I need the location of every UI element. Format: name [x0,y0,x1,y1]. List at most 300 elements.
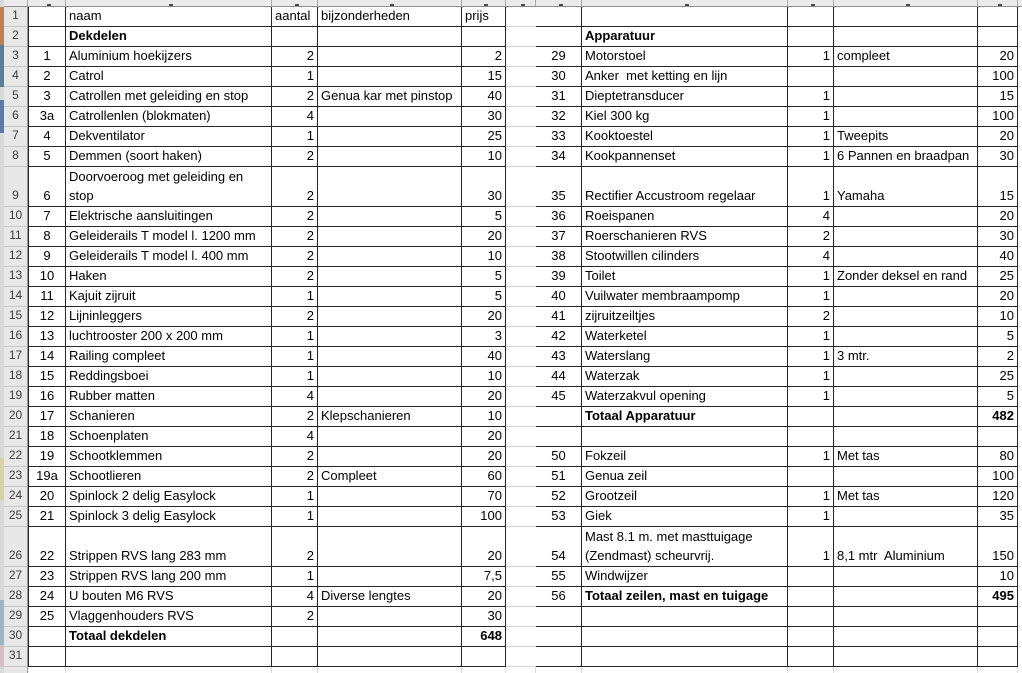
cell-naam[interactable]: Waterzak [582,367,788,387]
cell-aantal[interactable]: 2 [272,147,318,167]
cell-item-no[interactable]: 4 [28,127,66,147]
cell-prijs[interactable] [978,27,1018,47]
row-number[interactable]: 26 [4,527,28,567]
cell-naam[interactable]: Totaal zeilen, mast en tuigage [582,587,788,607]
cell-aantal[interactable]: 2 [272,227,318,247]
cell-naam[interactable]: naam [66,7,272,27]
cell-prijs[interactable]: 495 [978,587,1018,607]
cell-item-no[interactable]: 36 [536,207,582,227]
cell-item-no[interactable]: 22 [28,527,66,567]
cell-aantal[interactable]: 2 [272,307,318,327]
cell-bijzonderheden[interactable] [834,467,978,487]
gap-cell[interactable] [506,507,536,527]
cell-item-no[interactable]: 8 [28,227,66,247]
cell-prijs[interactable]: 10 [462,367,506,387]
cell-naam[interactable]: Kookpannenset [582,147,788,167]
cell-naam[interactable]: Anker met ketting en lijn [582,67,788,87]
cell-aantal[interactable]: 1 [272,507,318,527]
gap-cell[interactable] [506,167,536,207]
cell-bijzonderheden[interactable] [834,27,978,47]
cell-aantal[interactable]: 2 [272,247,318,267]
cell-bijzonderheden[interactable] [318,347,462,367]
cell-item-no[interactable]: 38 [536,247,582,267]
cell-naam[interactable]: Roeispanen [582,207,788,227]
row-number[interactable]: 9 [4,167,28,207]
cell-naam[interactable]: Dekdelen [66,27,272,47]
cell-item-no[interactable]: 33 [536,127,582,147]
cell-naam[interactable]: Kooktoestel [582,127,788,147]
cell-item-no[interactable]: 32 [536,107,582,127]
gap-cell[interactable] [506,267,536,287]
cell-item-no[interactable]: 56 [536,587,582,607]
gap-cell[interactable] [506,367,536,387]
cell-prijs[interactable]: 482 [978,407,1018,427]
cell-aantal[interactable]: 1 [788,47,834,67]
cell-bijzonderheden[interactable] [318,247,462,267]
cell-aantal[interactable]: 2 [272,207,318,227]
gap-cell[interactable] [506,607,536,627]
cell-item-no[interactable]: 40 [536,287,582,307]
gap-cell[interactable] [506,327,536,347]
cell-naam[interactable]: Grootzeil [582,487,788,507]
cell-aantal[interactable]: 1 [788,167,834,207]
cell-item-no[interactable]: 14 [28,347,66,367]
cell-naam[interactable]: Schanieren [66,407,272,427]
row-number[interactable]: 18 [4,367,28,387]
cell-item-no[interactable] [536,607,582,627]
row-number[interactable]: 10 [4,207,28,227]
cell-item-no[interactable]: 15 [28,367,66,387]
cell-naam[interactable]: Spinlock 3 delig Easylock [66,507,272,527]
cell-item-no[interactable] [28,27,66,47]
cell-aantal[interactable]: 1 [272,327,318,347]
cell-aantal[interactable]: 1 [788,147,834,167]
cell-bijzonderheden[interactable] [318,47,462,67]
cell-item-no[interactable] [28,627,66,647]
cell-bijzonderheden[interactable] [318,447,462,467]
cell-item-no[interactable] [28,647,66,667]
cell-naam[interactable]: Geleiderails T model l. 400 mm [66,247,272,267]
cell-naam[interactable] [582,627,788,647]
cell-aantal[interactable]: 1 [788,347,834,367]
cell-bijzonderheden[interactable] [834,567,978,587]
cell-item-no[interactable]: 1 [28,47,66,67]
cell-bijzonderheden[interactable] [318,507,462,527]
cell-bijzonderheden[interactable]: Yamaha [834,167,978,207]
cell-prijs[interactable]: 20 [462,527,506,567]
cell-bijzonderheden[interactable] [834,107,978,127]
cell-aantal[interactable]: 1 [272,347,318,367]
cell-aantal[interactable]: 1 [272,67,318,87]
cell-prijs[interactable]: 30 [462,607,506,627]
cell-item-no[interactable]: 3 [28,87,66,107]
cell-aantal[interactable]: 2 [788,307,834,327]
cell-bijzonderheden[interactable] [834,627,978,647]
cell-naam[interactable]: Lijninleggers [66,307,272,327]
cell-prijs[interactable]: 2 [462,47,506,67]
cell-item-no[interactable]: 43 [536,347,582,367]
gap-cell[interactable] [506,47,536,67]
cell-bijzonderheden[interactable] [834,287,978,307]
row-number[interactable]: 21 [4,427,28,447]
row-number[interactable]: 6 [4,107,28,127]
cell-naam[interactable]: Toilet [582,267,788,287]
cell-aantal[interactable] [272,647,318,667]
row-number[interactable]: 28 [4,587,28,607]
cell-aantal[interactable]: 2 [272,87,318,107]
cell-prijs[interactable]: 5 [462,267,506,287]
cell-prijs[interactable]: 30 [462,167,506,207]
cell-naam[interactable]: Motorstoel [582,47,788,67]
cell-prijs[interactable]: 30 [462,107,506,127]
cell-item-no[interactable]: 21 [28,507,66,527]
cell-prijs[interactable]: 100 [978,107,1018,127]
gap-cell[interactable] [506,527,536,567]
cell-bijzonderheden[interactable] [318,267,462,287]
cell-prijs[interactable]: 20 [462,587,506,607]
cell-naam[interactable]: Roerschanieren RVS [582,227,788,247]
cell-item-no[interactable]: 39 [536,267,582,287]
cell-naam[interactable]: Apparatuur [582,27,788,47]
cell-aantal[interactable]: 1 [788,287,834,307]
cell-item-no[interactable]: 18 [28,427,66,447]
cell-item-no[interactable]: 31 [536,87,582,107]
cell-bijzonderheden[interactable] [834,387,978,407]
row-number[interactable]: 30 [4,627,28,647]
cell-prijs[interactable] [462,27,506,47]
cell-bijzonderheden[interactable] [834,507,978,527]
gap-cell[interactable] [506,27,536,47]
cell-aantal[interactable]: 2 [788,227,834,247]
cell-item-no[interactable]: 10 [28,267,66,287]
row-number[interactable]: 15 [4,307,28,327]
cell-prijs[interactable] [462,647,506,667]
cell-prijs[interactable] [978,427,1018,447]
cell-item-no[interactable]: 52 [536,487,582,507]
cell-naam[interactable] [582,427,788,447]
gap-cell[interactable] [506,487,536,507]
cell-naam[interactable]: Catrol [66,67,272,87]
cell-bijzonderheden[interactable] [318,27,462,47]
cell-aantal[interactable] [788,7,834,27]
cell-item-no[interactable]: 5 [28,147,66,167]
cell-naam[interactable]: zijruitzeiltjes [582,307,788,327]
gap-cell[interactable] [506,447,536,467]
cell-item-no[interactable]: 29 [536,47,582,67]
cell-bijzonderheden[interactable] [318,307,462,327]
cell-prijs[interactable]: 10 [462,247,506,267]
row-number[interactable]: 20 [4,407,28,427]
cell-prijs[interactable]: 20 [462,307,506,327]
cell-naam[interactable]: Stootwillen cilinders [582,247,788,267]
row-number[interactable]: 8 [4,147,28,167]
row-number[interactable]: 19 [4,387,28,407]
cell-naam[interactable]: Vuilwater membraampomp [582,287,788,307]
cell-aantal[interactable] [788,467,834,487]
cell-naam[interactable]: Genua zeil [582,467,788,487]
cell-prijs[interactable]: 25 [978,367,1018,387]
cell-item-no[interactable]: 54 [536,527,582,567]
cell-item-no[interactable] [536,7,582,27]
cell-bijzonderheden[interactable] [318,567,462,587]
cell-bijzonderheden[interactable] [834,87,978,107]
cell-item-no[interactable]: 42 [536,327,582,347]
gap-cell[interactable] [506,67,536,87]
cell-aantal[interactable]: 1 [788,87,834,107]
cell-prijs[interactable]: 20 [978,207,1018,227]
cell-naam[interactable] [582,7,788,27]
row-number[interactable]: 25 [4,507,28,527]
cell-bijzonderheden[interactable] [318,647,462,667]
cell-item-no[interactable]: 16 [28,387,66,407]
cell-bijzonderheden[interactable] [318,67,462,87]
cell-bijzonderheden[interactable] [834,227,978,247]
cell-prijs[interactable]: 5 [462,207,506,227]
cell-prijs[interactable]: 10 [462,407,506,427]
cell-naam[interactable]: Spinlock 2 delig Easylock [66,487,272,507]
cell-item-no[interactable]: 50 [536,447,582,467]
cell-item-no[interactable]: 51 [536,467,582,487]
cell-bijzonderheden[interactable] [318,227,462,247]
cell-prijs[interactable]: 30 [978,227,1018,247]
row-number[interactable]: 17 [4,347,28,367]
cell-prijs[interactable]: 2 [978,347,1018,367]
cell-prijs[interactable]: 60 [462,467,506,487]
cell-aantal[interactable] [788,627,834,647]
cell-prijs[interactable]: 15 [978,87,1018,107]
cell-aantal[interactable]: 4 [272,387,318,407]
cell-aantal[interactable]: 1 [788,107,834,127]
cell-bijzonderheden[interactable]: Diverse lengtes [318,587,462,607]
cell-aantal[interactable] [788,427,834,447]
cell-bijzonderheden[interactable] [834,607,978,627]
cell-bijzonderheden[interactable] [834,247,978,267]
cell-naam[interactable]: luchtrooster 200 x 200 mm [66,327,272,347]
gap-cell[interactable] [506,467,536,487]
row-number[interactable]: 22 [4,447,28,467]
cell-item-no[interactable] [536,627,582,647]
cell-aantal[interactable]: 1 [788,447,834,467]
gap-cell[interactable] [506,407,536,427]
cell-aantal[interactable]: 1 [788,327,834,347]
cell-aantal[interactable] [788,607,834,627]
cell-naam[interactable] [582,607,788,627]
cell-aantal[interactable]: 1 [788,507,834,527]
cell-prijs[interactable]: 20 [978,127,1018,147]
cell-naam[interactable]: Railing compleet [66,347,272,367]
gap-cell[interactable] [506,87,536,107]
gap-cell[interactable] [506,587,536,607]
cell-aantal[interactable] [272,627,318,647]
gap-cell[interactable] [506,247,536,267]
cell-aantal[interactable]: 1 [272,367,318,387]
cell-naam[interactable]: Reddingsboei [66,367,272,387]
cell-item-no[interactable] [536,407,582,427]
cell-naam[interactable] [66,647,272,667]
cell-item-no[interactable]: 20 [28,487,66,507]
cell-naam[interactable]: Kiel 300 kg [582,107,788,127]
cell-item-no[interactable]: 6 [28,167,66,207]
cell-aantal[interactable]: 2 [272,267,318,287]
cell-aantal[interactable]: 4 [788,247,834,267]
cell-item-no[interactable]: 3a [28,107,66,127]
cell-prijs[interactable]: 5 [978,327,1018,347]
cell-aantal[interactable]: 1 [788,387,834,407]
cell-naam[interactable]: Schootklemmen [66,447,272,467]
cell-aantal[interactable]: 2 [272,407,318,427]
cell-aantal[interactable]: 4 [272,107,318,127]
row-number[interactable]: 11 [4,227,28,247]
row-number[interactable]: 1 [4,7,28,27]
gap-cell[interactable] [506,207,536,227]
cell-aantal[interactable]: 1 [272,127,318,147]
cell-bijzonderheden[interactable] [834,307,978,327]
cell-aantal[interactable]: 4 [788,207,834,227]
cell-naam[interactable]: Giek [582,507,788,527]
cell-item-no[interactable] [536,427,582,447]
cell-bijzonderheden[interactable] [834,7,978,27]
cell-prijs[interactable]: 30 [978,147,1018,167]
row-number[interactable]: 24 [4,487,28,507]
cell-naam[interactable]: Totaal dekdelen [66,627,272,647]
cell-aantal[interactable]: 4 [272,587,318,607]
row-number[interactable]: 3 [4,47,28,67]
cell-item-no[interactable]: 23 [28,567,66,587]
cell-aantal[interactable]: 1 [788,267,834,287]
gap-cell[interactable] [506,127,536,147]
cell-bijzonderheden[interactable] [834,207,978,227]
cell-bijzonderheden[interactable] [318,487,462,507]
cell-bijzonderheden[interactable] [318,427,462,447]
cell-prijs[interactable] [978,607,1018,627]
cell-aantal[interactable]: 2 [272,47,318,67]
cell-bijzonderheden[interactable] [318,627,462,647]
cell-item-no[interactable]: 12 [28,307,66,327]
cell-prijs[interactable]: 150 [978,527,1018,567]
cell-naam[interactable]: Haken [66,267,272,287]
row-number[interactable]: 5 [4,87,28,107]
cell-bijzonderheden[interactable]: Zonder deksel en rand [834,267,978,287]
cell-bijzonderheden[interactable] [834,587,978,607]
cell-bijzonderheden[interactable]: Met tas [834,447,978,467]
cell-prijs[interactable]: 10 [462,147,506,167]
cell-item-no[interactable]: 7 [28,207,66,227]
cell-aantal[interactable]: 4 [272,427,318,447]
gap-cell[interactable] [506,147,536,167]
cell-aantal[interactable]: 2 [272,447,318,467]
row-number[interactable]: 7 [4,127,28,147]
cell-prijs[interactable]: 15 [462,67,506,87]
cell-aantal[interactable] [788,587,834,607]
row-number[interactable]: 27 [4,567,28,587]
row-number[interactable]: 12 [4,247,28,267]
cell-aantal[interactable]: 1 [272,287,318,307]
cell-aantal[interactable]: 1 [788,487,834,507]
row-number[interactable]: 29 [4,607,28,627]
cell-bijzonderheden[interactable] [834,327,978,347]
row-number[interactable]: 31 [4,647,28,667]
cell-prijs[interactable]: 40 [462,87,506,107]
cell-prijs[interactable]: 40 [462,347,506,367]
cell-prijs[interactable] [978,7,1018,27]
cell-bijzonderheden[interactable] [318,367,462,387]
cell-naam[interactable]: Totaal Apparatuur [582,407,788,427]
cell-item-no[interactable]: 19a [28,467,66,487]
cell-bijzonderheden[interactable] [318,207,462,227]
cell-item-no[interactable] [536,647,582,667]
cell-bijzonderheden[interactable]: compleet [834,47,978,67]
cell-item-no[interactable]: 25 [28,607,66,627]
cell-naam[interactable]: Demmen (soort haken) [66,147,272,167]
cell-bijzonderheden[interactable]: 8,1 mtr Aluminium [834,527,978,567]
cell-aantal[interactable] [788,67,834,87]
cell-bijzonderheden[interactable] [318,387,462,407]
column-header-stub[interactable] [4,0,28,6]
cell-prijs[interactable]: 10 [978,307,1018,327]
cell-prijs[interactable]: 25 [462,127,506,147]
cell-item-no[interactable]: 19 [28,447,66,467]
cell-item-no[interactable]: 35 [536,167,582,207]
cell-bijzonderheden[interactable] [318,147,462,167]
gap-cell[interactable] [506,7,536,27]
cell-bijzonderheden[interactable] [834,427,978,447]
cell-item-no[interactable]: 53 [536,507,582,527]
cell-prijs[interactable] [978,627,1018,647]
cell-bijzonderheden[interactable]: 6 Pannen en braadpan [834,147,978,167]
cell-prijs[interactable]: 100 [978,67,1018,87]
gap-cell[interactable] [506,627,536,647]
cell-prijs[interactable]: 20 [462,227,506,247]
row-number[interactable]: 16 [4,327,28,347]
cell-bijzonderheden[interactable] [834,67,978,87]
cell-naam[interactable]: Mast 8.1 m. met masttuigage (Zendmast) scheurvrij. [582,527,788,567]
gap-cell[interactable] [506,387,536,407]
cell-item-no[interactable]: 17 [28,407,66,427]
cell-item-no[interactable]: 41 [536,307,582,327]
cell-naam[interactable]: Kajuit zijruit [66,287,272,307]
cell-bijzonderheden[interactable] [318,127,462,147]
cell-naam[interactable]: Waterslang [582,347,788,367]
cell-naam[interactable]: Schootlieren [66,467,272,487]
cell-item-no[interactable]: 30 [536,67,582,87]
cell-prijs[interactable]: 648 [462,627,506,647]
cell-bijzonderheden[interactable] [834,407,978,427]
cell-naam[interactable]: Dieptetransducer [582,87,788,107]
cell-bijzonderheden[interactable]: Genua kar met pinstop [318,87,462,107]
cell-bijzonderheden[interactable]: bijzonderheden [318,7,462,27]
cell-item-no[interactable]: 44 [536,367,582,387]
cell-prijs[interactable]: 20 [462,427,506,447]
cell-prijs[interactable]: 25 [978,267,1018,287]
cell-item-no[interactable]: 2 [28,67,66,87]
cell-prijs[interactable]: 35 [978,507,1018,527]
cell-prijs[interactable]: 20 [978,287,1018,307]
cell-item-no[interactable]: 9 [28,247,66,267]
cell-item-no[interactable] [28,7,66,27]
row-number[interactable]: 13 [4,267,28,287]
cell-aantal[interactable]: 1 [788,527,834,567]
cell-aantal[interactable]: 2 [272,467,318,487]
cell-naam[interactable]: Catrollen met geleiding en stop [66,87,272,107]
gap-cell[interactable] [506,227,536,247]
cell-prijs[interactable]: 10 [978,567,1018,587]
cell-naam[interactable]: U bouten M6 RVS [66,587,272,607]
cell-prijs[interactable]: 20 [462,387,506,407]
cell-prijs[interactable]: 15 [978,167,1018,207]
cell-aantal[interactable]: 1 [788,367,834,387]
cell-prijs[interactable]: prijs [462,7,506,27]
cell-aantal[interactable] [788,27,834,47]
